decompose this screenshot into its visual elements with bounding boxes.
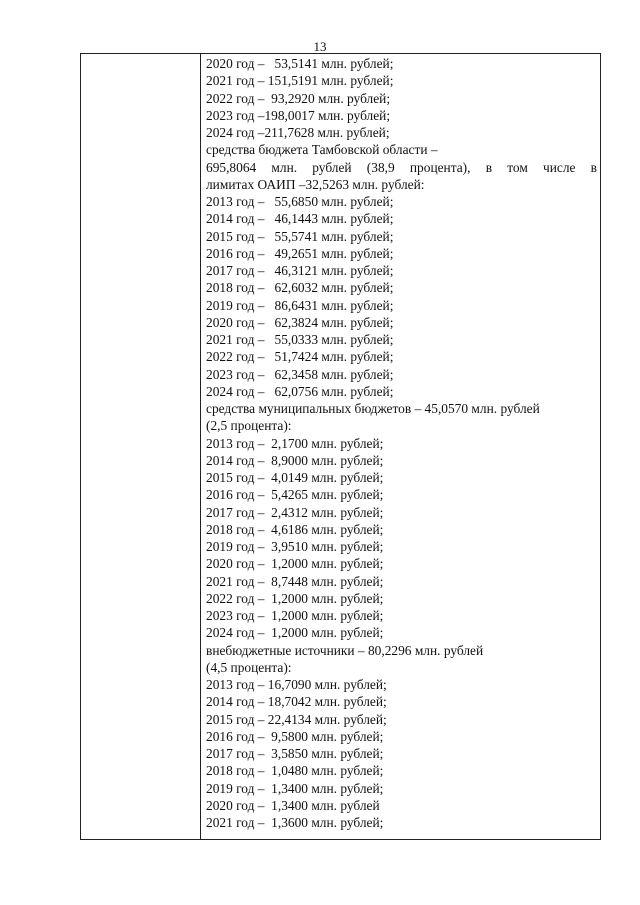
text-line: 2023 год – 1,2000 млн. рублей; <box>206 608 384 623</box>
text-line: (4,5 процента): <box>206 659 292 675</box>
text-line: 2014 год – 8,9000 млн. рублей; <box>206 452 384 468</box>
text-line: 2017 год – 2,4312 млн. рублей; <box>206 504 384 520</box>
text-line: 2016 год – 49,2651 млн. рублей; <box>206 245 394 261</box>
text-line: 2019 год – 1,3400 млн. рублей; <box>206 780 384 796</box>
text-line: 2019 год – 3,9510 млн. рублей; <box>206 539 384 554</box>
text-line: внебюджетные источники – 80,2296 млн. рублей <box>206 642 484 658</box>
text-line: 2014 год – 46,1443 млн. рублей; <box>206 211 394 227</box>
text-line: 2013 год – 55,6850 млн. рублей; <box>206 194 394 209</box>
text-line: 2019 год – 86,6431 млн. рублей; <box>206 297 394 313</box>
text-line: 2024 год –211,7628 млн. рублей; <box>206 125 390 140</box>
text-line: 2023 год –198,0017 млн. рублей; <box>206 107 391 123</box>
text-line: 2021 год – 1,3600 млн. рублей; <box>206 815 384 830</box>
text-line: 2015 год – 4,0149 млн. рублей; <box>206 470 384 485</box>
text-line: (2,5 процента): <box>206 418 292 434</box>
text-line: 2022 год – 1,2000 млн. рублей; <box>206 590 384 606</box>
text-line: 2018 год – 1,0480 млн. рублей; <box>206 763 384 779</box>
text-line: 2013 год – 16,7090 млн. рублей; <box>206 677 387 692</box>
text-line: 2020 год – 1,3400 млн. рублей <box>206 797 380 813</box>
text-line: 2021 год – 151,5191 млн. рублей; <box>206 73 394 89</box>
text-line: 2016 год – 5,4265 млн. рублей; <box>206 487 384 503</box>
table-left-column <box>81 54 201 839</box>
text-line: 2020 год – 53,5141 млн. рублей; <box>206 56 394 71</box>
text-line: 2020 год – 62,3824 млн. рублей; <box>206 314 394 330</box>
text-line: 2023 год – 62,3458 млн. рублей; <box>206 366 394 382</box>
text-line: 695,8064 млн. рублей (38,9 процента), в том числе в <box>206 159 597 175</box>
text-line: 2013 год – 2,1700 млн. рублей; <box>206 435 384 451</box>
text-line: 2015 год – 55,5741 млн. рублей; <box>206 228 394 244</box>
text-line: 2014 год – 18,7042 млн. рублей; <box>206 694 387 710</box>
text-line: 2015 год – 22,4134 млн. рублей; <box>206 711 387 727</box>
text-line: 2021 год – 8,7448 млн. рублей; <box>206 573 384 589</box>
table-right-column <box>206 55 597 831</box>
text-line: 2022 год – 93,2920 млн. рублей; <box>206 90 391 106</box>
text-line: лимитах ОАИП –32,5263 млн. рублей: <box>206 176 425 192</box>
text-line: 2018 год – 62,6032 млн. рублей; <box>206 280 394 296</box>
text-line: 2024 год – 62,0756 млн. рублей; <box>206 383 394 399</box>
text-line: 2017 год – 3,5850 млн. рублей; <box>206 746 384 761</box>
text-line: 2016 год – 9,5800 млн. рублей; <box>206 728 384 744</box>
text-line: средства муниципальных бюджетов – 45,0570 млн. рублей <box>206 401 540 416</box>
text-line: 2024 год – 1,2000 млн. рублей; <box>206 625 384 641</box>
text-line: средства бюджета Тамбовской области – <box>206 142 438 158</box>
text-line: 2020 год – 1,2000 млн. рублей; <box>206 556 384 572</box>
text-line: 2017 год – 46,3121 млн. рублей; <box>206 263 394 278</box>
funding-table <box>80 53 601 840</box>
text-line: 2018 год – 4,6186 млн. рублей; <box>206 521 384 537</box>
text-line: 2021 год – 55,0333 млн. рублей; <box>206 332 394 347</box>
text-line: 2022 год – 51,7424 млн. рублей; <box>206 349 394 365</box>
page-number: 13 <box>313 39 327 54</box>
